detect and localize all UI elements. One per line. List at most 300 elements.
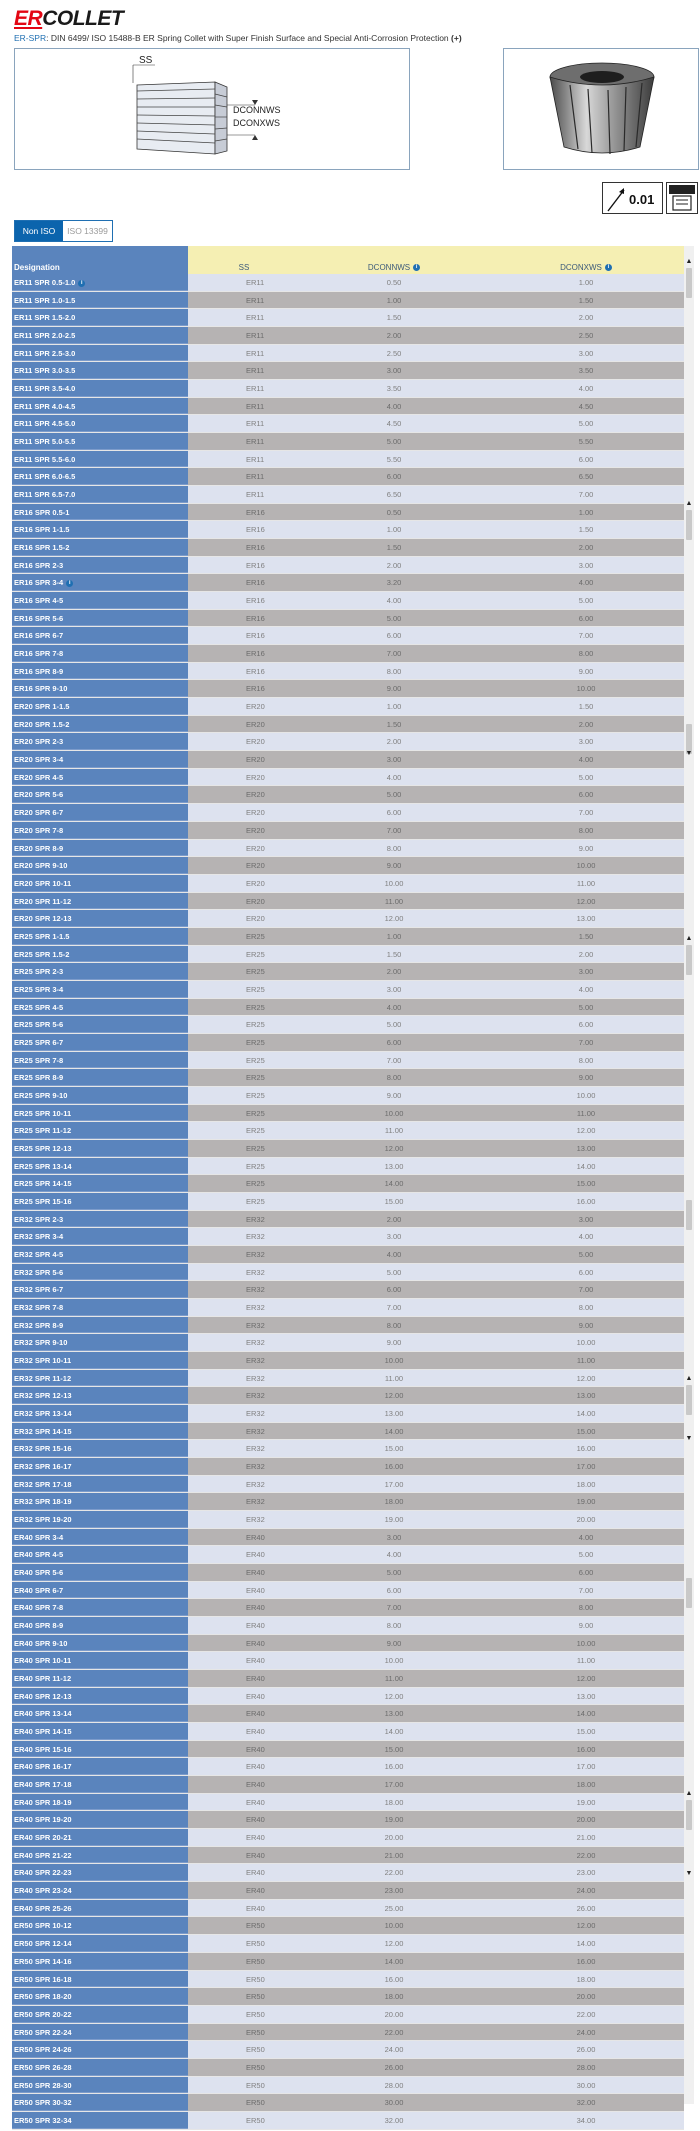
table-row[interactable]	[12, 486, 684, 504]
designation-cell[interactable]	[12, 2094, 188, 2111]
scroll-thumb[interactable]	[686, 510, 692, 540]
designation-cell[interactable]	[12, 1882, 188, 1899]
table-row[interactable]	[12, 769, 684, 787]
dconxws-cell	[488, 1299, 684, 1316]
designation-cell[interactable]	[12, 309, 188, 326]
designation-cell[interactable]	[12, 1193, 188, 1210]
designation-cell[interactable]	[12, 327, 188, 344]
ss-text: ER40	[246, 1780, 265, 1790]
designation-text: ER50 SPR 26-28	[14, 2062, 72, 2072]
table-row[interactable]	[12, 1900, 684, 1918]
designation-cell[interactable]	[12, 1158, 188, 1175]
dconnws-cell	[300, 1458, 488, 1475]
table-row[interactable]	[12, 592, 684, 610]
designation-cell[interactable]	[12, 1352, 188, 1369]
scroll-up-icon[interactable]: ▲	[685, 1790, 693, 1797]
table-row[interactable]	[12, 786, 684, 804]
ss-cell	[188, 1758, 300, 1775]
dconnws-text: 7.00	[386, 1603, 402, 1613]
designation-cell[interactable]	[12, 1723, 188, 1740]
table-row[interactable]	[12, 2006, 684, 2024]
designation-cell[interactable]	[12, 1546, 188, 1563]
designation-cell[interactable]	[12, 1052, 188, 1069]
designation-cell[interactable]	[12, 1617, 188, 1634]
table-row[interactable]	[12, 557, 684, 575]
designation-cell[interactable]	[12, 1317, 188, 1334]
table-row[interactable]	[12, 2059, 684, 2077]
designation-cell[interactable]	[12, 362, 188, 379]
scroll-up-icon[interactable]: ▲	[685, 1375, 693, 1382]
table-row[interactable]	[12, 680, 684, 698]
designation-cell[interactable]	[12, 1087, 188, 1104]
designation-cell[interactable]	[12, 486, 188, 503]
dconnws-cell	[300, 1776, 488, 1793]
designation-cell[interactable]	[12, 1440, 188, 1457]
table-row[interactable]	[12, 1546, 684, 1564]
table-row[interactable]	[12, 1988, 684, 2006]
dconxws-cell	[488, 1140, 684, 1157]
dconnws-text: 13.00	[384, 1709, 404, 1719]
header-designation[interactable]: Designation	[12, 246, 188, 274]
designation-cell[interactable]	[12, 769, 188, 786]
dconnws-cell	[300, 1811, 488, 1828]
designation-cell[interactable]	[12, 1228, 188, 1245]
ss-cell	[188, 963, 300, 980]
designation-cell[interactable]	[12, 1423, 188, 1440]
designation-cell[interactable]	[12, 415, 188, 432]
table-row[interactable]	[12, 1299, 684, 1317]
designation-cell[interactable]	[12, 1864, 188, 1881]
designation-text: ER25 SPR 6-7	[14, 1037, 64, 1047]
designation-cell[interactable]	[12, 1811, 188, 1828]
designation-cell[interactable]	[12, 2112, 188, 2129]
header-dconxws[interactable]	[488, 246, 684, 274]
dconnws-text: 4.00	[386, 596, 402, 606]
table-row[interactable]	[12, 1476, 684, 1494]
table-row[interactable]	[12, 1493, 684, 1511]
info-icon[interactable]: i	[413, 264, 420, 271]
table-row[interactable]	[12, 1688, 684, 1706]
table-row[interactable]	[12, 327, 684, 345]
scroll-thumb[interactable]	[686, 1800, 692, 1830]
dconxws-cell	[488, 999, 684, 1016]
table-row[interactable]	[12, 1635, 684, 1653]
table-row[interactable]	[12, 963, 684, 981]
designation-cell[interactable]	[12, 1458, 188, 1475]
info-icon[interactable]: i	[66, 580, 73, 587]
table-row[interactable]	[12, 1511, 684, 1529]
designation-cell[interactable]	[12, 981, 188, 998]
info-icon[interactable]: i	[605, 264, 612, 271]
designation-cell[interactable]	[12, 2041, 188, 2058]
designation-cell[interactable]	[12, 663, 188, 680]
ss-text: ER50	[246, 1992, 265, 2002]
table-row[interactable]	[12, 292, 684, 310]
table-row[interactable]	[12, 1175, 684, 1193]
designation-cell[interactable]	[12, 504, 188, 521]
designation-cell[interactable]	[12, 1264, 188, 1281]
dconnws-text: 3.00	[386, 1532, 402, 1542]
table-row[interactable]	[12, 857, 684, 875]
table-row[interactable]	[12, 1158, 684, 1176]
scroll-down-icon[interactable]: ▼	[685, 750, 693, 757]
table-row[interactable]	[12, 362, 684, 380]
designation-cell[interactable]	[12, 1370, 188, 1387]
table-row[interactable]	[12, 451, 684, 469]
table-row[interactable]	[12, 1264, 684, 1282]
scroll-thumb[interactable]	[686, 1200, 692, 1230]
designation-cell[interactable]	[12, 451, 188, 468]
designation-cell[interactable]	[12, 2024, 188, 2041]
info-icon[interactable]: i	[78, 280, 85, 287]
designation-cell[interactable]	[12, 698, 188, 715]
designation-cell[interactable]	[12, 1140, 188, 1157]
designation-cell[interactable]	[12, 557, 188, 574]
scroll-down-icon[interactable]: ▼	[685, 1870, 693, 1877]
scroll-up-icon[interactable]: ▲	[685, 935, 693, 942]
designation-cell[interactable]	[12, 733, 188, 750]
table-row[interactable]	[12, 274, 684, 292]
table-row[interactable]	[12, 1617, 684, 1635]
table-row[interactable]	[12, 1776, 684, 1794]
dconxws-text: 9.00	[578, 1621, 594, 1631]
ss-cell	[188, 875, 300, 892]
table-row[interactable]	[12, 1705, 684, 1723]
table-row[interactable]	[12, 1052, 684, 1070]
dconxws-cell	[488, 1917, 684, 1934]
dconnws-text: 17.00	[384, 1780, 404, 1790]
designation-cell[interactable]	[12, 1175, 188, 1192]
designation-cell[interactable]	[12, 963, 188, 980]
dconxws-text: 11.00	[576, 1656, 596, 1666]
designation-cell[interactable]	[12, 1670, 188, 1687]
designation-cell[interactable]	[12, 1776, 188, 1793]
designation-cell[interactable]	[12, 804, 188, 821]
designation-cell[interactable]	[12, 1476, 188, 1493]
table-row[interactable]	[12, 1741, 684, 1759]
table-row[interactable]	[12, 1246, 684, 1264]
table-row[interactable]	[12, 1864, 684, 1882]
table-row[interactable]	[12, 716, 684, 734]
scroll-thumb[interactable]	[686, 1385, 692, 1415]
designation-cell[interactable]	[12, 274, 188, 291]
dconnws-cell	[300, 1423, 488, 1440]
designation-cell[interactable]	[12, 1599, 188, 1616]
designation-text: ER20 SPR 9-10	[14, 861, 68, 871]
designation-cell[interactable]	[12, 840, 188, 857]
table-row[interactable]	[12, 1352, 684, 1370]
table-row[interactable]	[12, 1140, 684, 1158]
table-row[interactable]	[12, 433, 684, 451]
designation-cell[interactable]	[12, 521, 188, 538]
table-row[interactable]	[12, 840, 684, 858]
table-row[interactable]	[12, 504, 684, 522]
designation-cell[interactable]	[12, 1069, 188, 1086]
dconnws-text: 9.00	[386, 1090, 402, 1100]
dconxws-cell	[488, 1564, 684, 1581]
designation-cell[interactable]	[12, 1705, 188, 1722]
table-row[interactable]	[12, 981, 684, 999]
designation-cell[interactable]	[12, 946, 188, 963]
dconxws-cell	[488, 1582, 684, 1599]
designation-cell[interactable]	[12, 1847, 188, 1864]
table-row[interactable]	[12, 1564, 684, 1582]
table-row[interactable]	[12, 893, 684, 911]
table-row[interactable]	[12, 1458, 684, 1476]
table-row[interactable]	[12, 1794, 684, 1812]
designation-cell[interactable]	[12, 716, 188, 733]
header-ss[interactable]: SS	[188, 246, 300, 274]
table-row[interactable]	[12, 345, 684, 363]
designation-cell[interactable]	[12, 1829, 188, 1846]
scroll-down-icon[interactable]: ▼	[685, 1435, 693, 1442]
designation-text: ER50 SPR 20-22	[14, 2009, 72, 2019]
table-row[interactable]	[12, 1317, 684, 1335]
designation-cell[interactable]	[12, 1211, 188, 1228]
scroll-thumb[interactable]	[686, 945, 692, 975]
table-row[interactable]	[12, 928, 684, 946]
designation-cell[interactable]	[12, 345, 188, 362]
table-row[interactable]	[12, 1670, 684, 1688]
designation-cell[interactable]	[12, 574, 188, 591]
dconxws-cell	[488, 1705, 684, 1722]
designation-cell[interactable]	[12, 1034, 188, 1051]
designation-cell[interactable]	[12, 751, 188, 768]
table-row[interactable]	[12, 1529, 684, 1547]
dconnws-text: 8.00	[386, 1073, 402, 1083]
table-row[interactable]	[12, 1917, 684, 1935]
table-row[interactable]	[12, 521, 684, 539]
ss-cell	[188, 327, 300, 344]
dconnws-text: 10.00	[384, 878, 404, 888]
designation-cell[interactable]	[12, 1688, 188, 1705]
header-dconnws[interactable]	[300, 246, 488, 274]
table-row[interactable]	[12, 610, 684, 628]
table-row[interactable]	[12, 1953, 684, 1971]
designation-cell[interactable]	[12, 380, 188, 397]
table-row[interactable]	[12, 1069, 684, 1087]
designation-cell[interactable]	[12, 893, 188, 910]
designation-cell[interactable]	[12, 1794, 188, 1811]
table-row[interactable]	[12, 309, 684, 327]
table-row[interactable]	[12, 910, 684, 928]
scroll-thumb[interactable]	[686, 268, 692, 298]
table-row[interactable]	[12, 1211, 684, 1229]
table-row[interactable]	[12, 1423, 684, 1441]
dconxws-text: 1.50	[578, 931, 594, 941]
table-row[interactable]	[12, 1882, 684, 1900]
designation-cell[interactable]	[12, 645, 188, 662]
designation-cell[interactable]	[12, 857, 188, 874]
table-row[interactable]	[12, 380, 684, 398]
table-row[interactable]	[12, 2077, 684, 2095]
designation-cell[interactable]	[12, 1564, 188, 1581]
table-row[interactable]	[12, 1228, 684, 1246]
designation-text: ER20 SPR 4-5	[14, 772, 64, 782]
dconxws-cell	[488, 433, 684, 450]
designation-cell[interactable]	[12, 822, 188, 839]
designation-cell[interactable]	[12, 592, 188, 609]
table-row[interactable]	[12, 1034, 684, 1052]
scroll-thumb[interactable]	[686, 1578, 692, 1608]
dconxws-cell	[488, 539, 684, 556]
table-row[interactable]	[12, 415, 684, 433]
table-row[interactable]	[12, 627, 684, 645]
designation-cell[interactable]	[12, 1582, 188, 1599]
table-row[interactable]	[12, 946, 684, 964]
designation-cell[interactable]	[12, 1900, 188, 1917]
table-row[interactable]	[12, 698, 684, 716]
table-row[interactable]	[12, 875, 684, 893]
table-row[interactable]	[12, 2024, 684, 2042]
collet-photo-panel	[503, 48, 699, 170]
table-row[interactable]	[12, 398, 684, 416]
designation-cell[interactable]	[12, 1299, 188, 1316]
table-row[interactable]	[12, 999, 684, 1017]
designation-text: ER32 SPR 16-17	[14, 1462, 72, 1472]
designation-cell[interactable]	[12, 1935, 188, 1952]
designation-cell[interactable]	[12, 1917, 188, 1934]
ss-cell	[188, 1211, 300, 1228]
tab-iso-13399[interactable]: ISO 13399	[63, 221, 112, 241]
table-row[interactable]	[12, 539, 684, 557]
ss-cell	[188, 362, 300, 379]
table-row[interactable]	[12, 1087, 684, 1105]
designation-cell[interactable]	[12, 1281, 188, 1298]
dconxws-text: 5.00	[578, 1550, 594, 1560]
table-row[interactable]	[12, 1652, 684, 1670]
table-row[interactable]	[12, 751, 684, 769]
designation-cell[interactable]	[12, 1387, 188, 1404]
designation-cell[interactable]	[12, 1405, 188, 1422]
designation-cell[interactable]	[12, 680, 188, 697]
scroll-up-icon[interactable]: ▲	[685, 258, 693, 265]
table-row[interactable]	[12, 1016, 684, 1034]
ss-text: ER16	[246, 560, 265, 570]
table-row[interactable]	[12, 1971, 684, 1989]
ss-cell	[188, 309, 300, 326]
designation-cell[interactable]	[12, 928, 188, 945]
dconxws-text: 6.00	[578, 1568, 594, 1578]
dconxws-cell	[488, 1370, 684, 1387]
table-row[interactable]	[12, 1440, 684, 1458]
dconnws-cell	[300, 1016, 488, 1033]
ss-cell	[188, 1652, 300, 1669]
ss-text: ER25	[246, 1090, 265, 1100]
dconnws-cell	[300, 1387, 488, 1404]
designation-cell[interactable]	[12, 1334, 188, 1351]
designation-cell[interactable]	[12, 2077, 188, 2094]
designation-cell[interactable]	[12, 1511, 188, 1528]
ss-cell	[188, 2059, 300, 2076]
table-row[interactable]	[12, 663, 684, 681]
designation-cell[interactable]	[12, 2059, 188, 2076]
designation-cell[interactable]	[12, 786, 188, 803]
designation-cell[interactable]	[12, 1758, 188, 1775]
table-row[interactable]	[12, 468, 684, 486]
ss-text: ER32	[246, 1267, 265, 1277]
ss-cell	[188, 804, 300, 821]
designation-cell[interactable]	[12, 1246, 188, 1263]
table-row[interactable]	[12, 804, 684, 822]
designation-cell[interactable]	[12, 1122, 188, 1139]
designation-cell[interactable]	[12, 1635, 188, 1652]
dconxws-text: 13.00	[576, 914, 596, 924]
dconxws-cell	[488, 733, 684, 750]
table-row[interactable]	[12, 2112, 684, 2130]
table-row[interactable]	[12, 1599, 684, 1617]
designation-cell[interactable]	[12, 875, 188, 892]
table-row[interactable]	[12, 1281, 684, 1299]
table-row[interactable]	[12, 1334, 684, 1352]
table-row[interactable]	[12, 1193, 684, 1211]
designation-cell[interactable]	[12, 1529, 188, 1546]
table-row[interactable]	[12, 733, 684, 751]
designation-cell[interactable]	[12, 610, 188, 627]
table-row[interactable]	[12, 1847, 684, 1865]
table-row[interactable]	[12, 2094, 684, 2112]
designation-cell[interactable]	[12, 1652, 188, 1669]
designation-cell[interactable]	[12, 1016, 188, 1033]
designation-cell[interactable]	[12, 1741, 188, 1758]
designation-text: ER50 SPR 12-14	[14, 1939, 72, 1949]
designation-cell[interactable]	[12, 1988, 188, 2005]
designation-cell[interactable]	[12, 1971, 188, 1988]
dconxws-cell	[488, 1405, 684, 1422]
dconxws-text: 5.00	[578, 419, 594, 429]
dconnws-cell	[300, 1122, 488, 1139]
ss-cell	[188, 2094, 300, 2111]
designation-cell[interactable]	[12, 627, 188, 644]
table-row[interactable]	[12, 2041, 684, 2059]
ss-text: ER11	[246, 295, 265, 305]
table-row[interactable]	[12, 1723, 684, 1741]
designation-cell[interactable]	[12, 433, 188, 450]
scroll-up-icon[interactable]: ▲	[685, 500, 693, 507]
tab-non-iso[interactable]: Non ISO	[15, 221, 63, 241]
table-row[interactable]	[12, 1758, 684, 1776]
table-row[interactable]	[12, 1811, 684, 1829]
table-row[interactable]	[12, 1935, 684, 1953]
table-row[interactable]	[12, 1405, 684, 1423]
designation-cell[interactable]	[12, 999, 188, 1016]
designation-cell[interactable]	[12, 398, 188, 415]
designation-text: ER11 SPR 4.5-5.0	[14, 419, 76, 429]
designation-cell[interactable]	[12, 910, 188, 927]
table-row[interactable]	[12, 574, 684, 592]
table-row[interactable]	[12, 1122, 684, 1140]
designation-cell[interactable]	[12, 468, 188, 485]
ss-text: ER25	[246, 1108, 265, 1118]
designation-text: ER11 SPR 5.0-5.5	[14, 437, 76, 447]
designation-cell[interactable]	[12, 292, 188, 309]
table-row[interactable]	[12, 1387, 684, 1405]
designation-cell[interactable]	[12, 1953, 188, 1970]
table-row[interactable]	[12, 1829, 684, 1847]
table-row[interactable]	[12, 1105, 684, 1123]
table-row[interactable]	[12, 1370, 684, 1388]
ss-text: ER40	[246, 1656, 265, 1666]
expand-plus-button[interactable]: (+)	[451, 33, 462, 43]
table-row[interactable]	[12, 645, 684, 663]
designation-cell[interactable]	[12, 1493, 188, 1510]
table-row[interactable]	[12, 822, 684, 840]
product-code-link[interactable]: ER-SPR	[14, 33, 47, 43]
designation-cell[interactable]	[12, 2006, 188, 2023]
designation-cell[interactable]	[12, 539, 188, 556]
designation-cell[interactable]	[12, 1105, 188, 1122]
table-row[interactable]	[12, 1582, 684, 1600]
